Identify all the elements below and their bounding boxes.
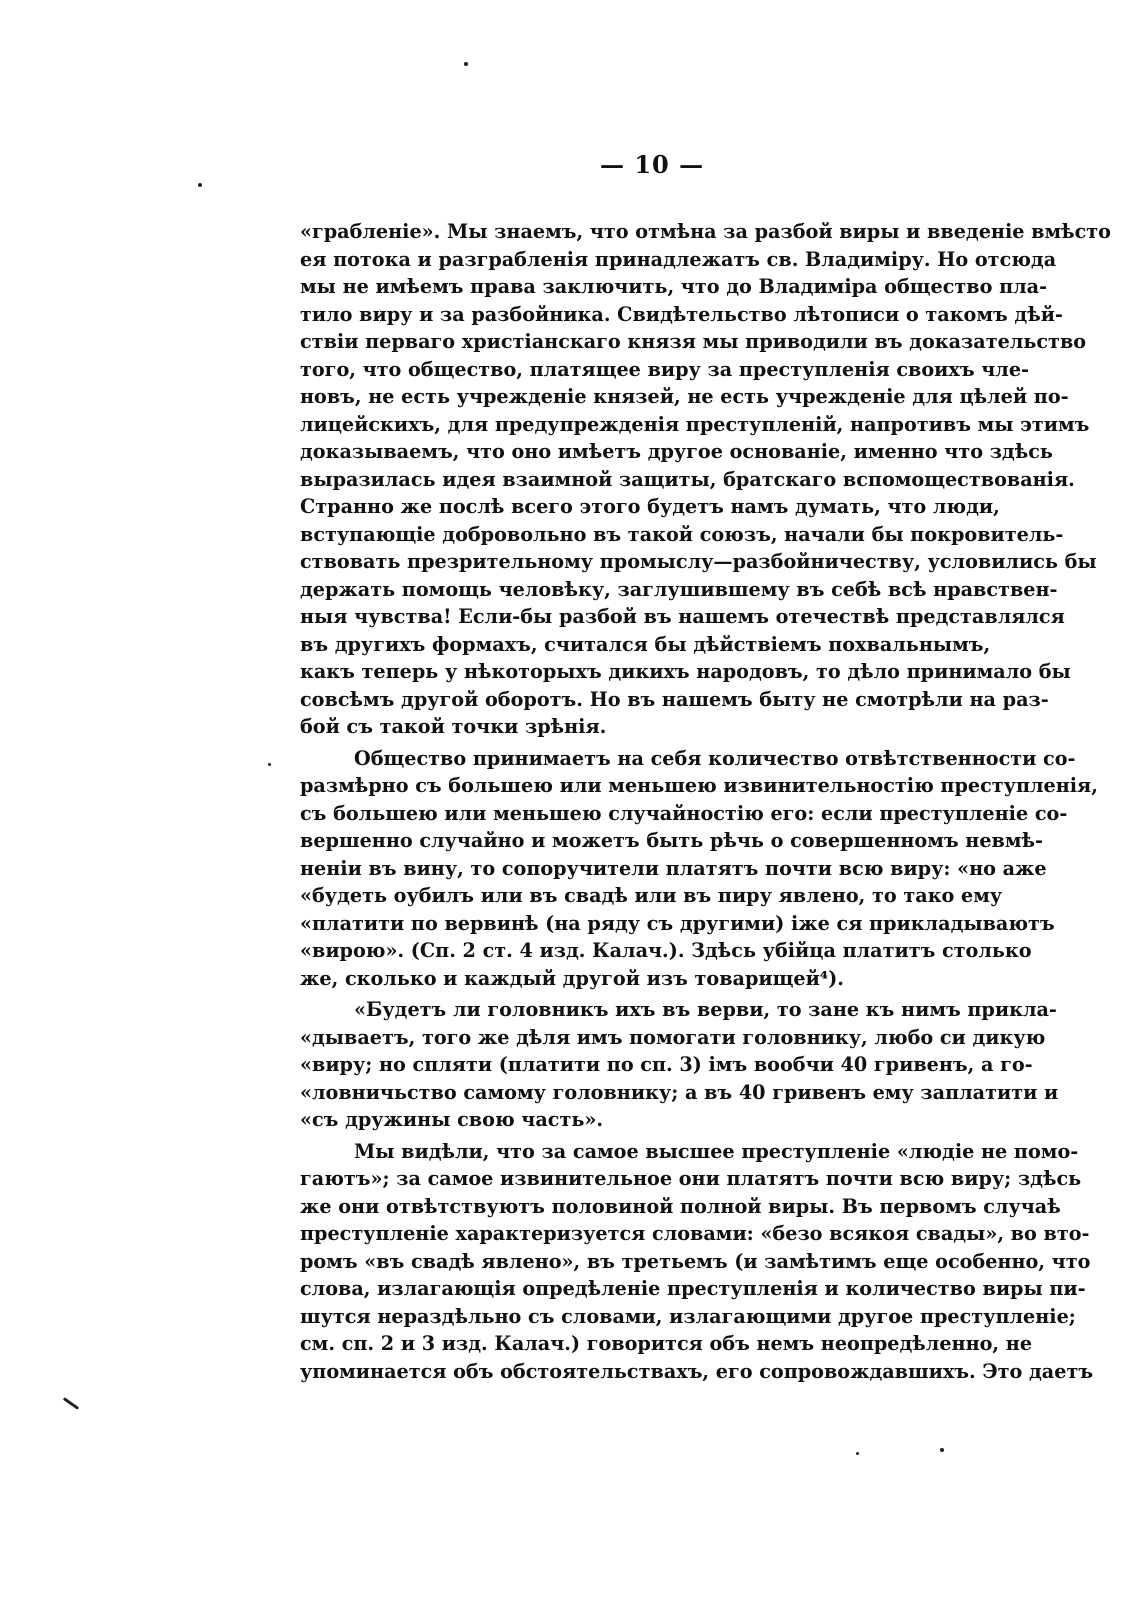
text-line: преступленіе характеризуется словами: «безо всякоя свады», во вто- <box>300 1222 1090 1245</box>
text-line: ствовать презрительному промыслу—разбойничеству, условились бы <box>300 550 1097 573</box>
text-line: тило виру и за разбойника. Свидѣтельство лѣтописи о такомъ дѣй- <box>300 302 1063 326</box>
text-line: Общество принимаетъ на себя количество отвѣтственности со- <box>354 746 1076 770</box>
text-line: Мы видѣли, что за самое высшее преступленіе «людіе не помо- <box>354 1139 1079 1163</box>
text-line: совсѣмъ другой оборотъ. Но въ нашемъ быту не смотрѣли на раз- <box>300 687 1049 711</box>
text-line: въ другихъ формахъ, считался бы дѣйствіемъ похвальнымъ, <box>300 632 991 656</box>
text-line: см. сп. 2 и 3 изд. Калач.) говорится объ немъ неопредѣленно, не <box>300 1332 1033 1355</box>
body-text <box>300 218 1111 1385</box>
text-line: размѣрно съ большею или меньшею извинительностію преступленія, <box>300 774 1098 797</box>
text-line: лицейскихъ, для предупрежденія преступленій, напротивъ мы этимъ <box>300 412 1090 436</box>
text-line: упоминается объ обстоятельствахъ, его сопровождавшихъ. Это даетъ <box>300 1359 1094 1383</box>
scan-speck <box>63 1397 79 1410</box>
text-line: мы не имѣемъ права заключить, что до Владиміра общество пла- <box>300 275 1048 298</box>
text-line: ея потока и разграбленія принадлежатъ св. Владиміру. Но отсюда <box>300 247 1057 271</box>
text-line: гаютъ»; за самое извинительное они платятъ почти всю виру; здѣсь <box>300 1167 1082 1190</box>
text-line: шутся нераздѣльно съ словами, излагающими другое преступленіе; <box>300 1304 1076 1328</box>
scan-speck <box>940 1448 944 1452</box>
scan-speck <box>464 62 468 66</box>
text-line: «грабленіе». Мы знаемъ, что отмѣна за разбой виры и введеніе вмѣсто <box>300 220 1111 243</box>
text-line: какъ теперь у нѣкоторыхъ дикихъ народовъ, то дѣло принимало бы <box>300 660 1071 683</box>
page-number: — 10 — <box>600 150 705 179</box>
quote-line: «ловничьство самому головнику; а въ 40 гривенъ ему заплатити и <box>300 1080 1059 1104</box>
text-line: же, сколько и каждый другой изъ товарищей⁴). <box>300 966 844 990</box>
text-line: доказываемъ, что оно имѣетъ другое основаніе, именно что здѣсь <box>300 440 1053 463</box>
text-line: Странно же послѣ всего этого будетъ намъ думать, что люди, <box>300 495 1000 518</box>
text-line: вершенно случайно и можетъ быть рѣчь о совершенномъ невмѣ- <box>300 829 1044 852</box>
text-line: неніи въ вину, то сопоручители платятъ почти всю виру: «но аже <box>300 856 1047 880</box>
text-line: «вирою». (Сп. 2 ст. 4 изд. Калач.). Здѣсь убійца платитъ столько <box>300 939 1032 962</box>
scan-speck <box>198 183 202 187</box>
text-line: новъ, не есть учрежденіе князей, не есть учрежденіе для цѣлей по- <box>300 385 1069 408</box>
text-line: съ большею или меньшею случайностію его: если преступленіе со- <box>300 801 1068 825</box>
quote-line: «дываетъ, того же дѣля имъ помогати головнику, любо си дикую <box>300 1025 1046 1049</box>
text-line: выразилась идея взаимной защиты, братскаго вспомоществованія. <box>300 467 1075 491</box>
text-line: «будеть оубилъ или въ свадѣ или въ пиру явлено, то тако ему <box>300 884 1003 907</box>
quote-line: «съ дружины свою часть». <box>300 1108 604 1131</box>
text-line: вступающіе добровольно въ такой союзъ, начали бы покровитель- <box>300 522 1064 546</box>
scan-speck <box>268 763 271 766</box>
text-line: слова, излагающія опредѣленіе преступленія и количество виры пи- <box>300 1277 1086 1300</box>
text-line: держать помощь человѣку, заглушившему въ себѣ всѣ нравствен- <box>300 577 1058 601</box>
text-line: бой съ такой точки зрѣнія. <box>300 715 607 738</box>
text-line: «платити по вервинѣ (на ряду съ другими) іже ся прикладываютъ <box>300 911 1055 935</box>
text-line: ствіи перваго христіанскаго князя мы приводили въ доказательство <box>300 330 1087 353</box>
text-line: того, что общество, платящее виру за преступленія своихъ чле- <box>300 357 1029 381</box>
text-line: же они отвѣтствуютъ половиной полной виры. Въ первомъ случаѣ <box>300 1194 1061 1218</box>
quote-line: «виру; но спляти (платити по сп. 3) імъ вообчи 40 гривенъ, а го- <box>300 1053 1033 1076</box>
scan-speck <box>856 1452 859 1455</box>
text-line: ромъ «въ свадѣ явлено», въ третьемъ (и замѣтимъ еще особенно, что <box>300 1249 1091 1273</box>
quote-line: «Будетъ ли головникъ ихъ въ верви, то зане къ нимъ прикла- <box>354 998 1057 1021</box>
text-line: ныя чувства! Если-бы разбой въ нашемъ отечествѣ представлялся <box>300 605 1065 628</box>
